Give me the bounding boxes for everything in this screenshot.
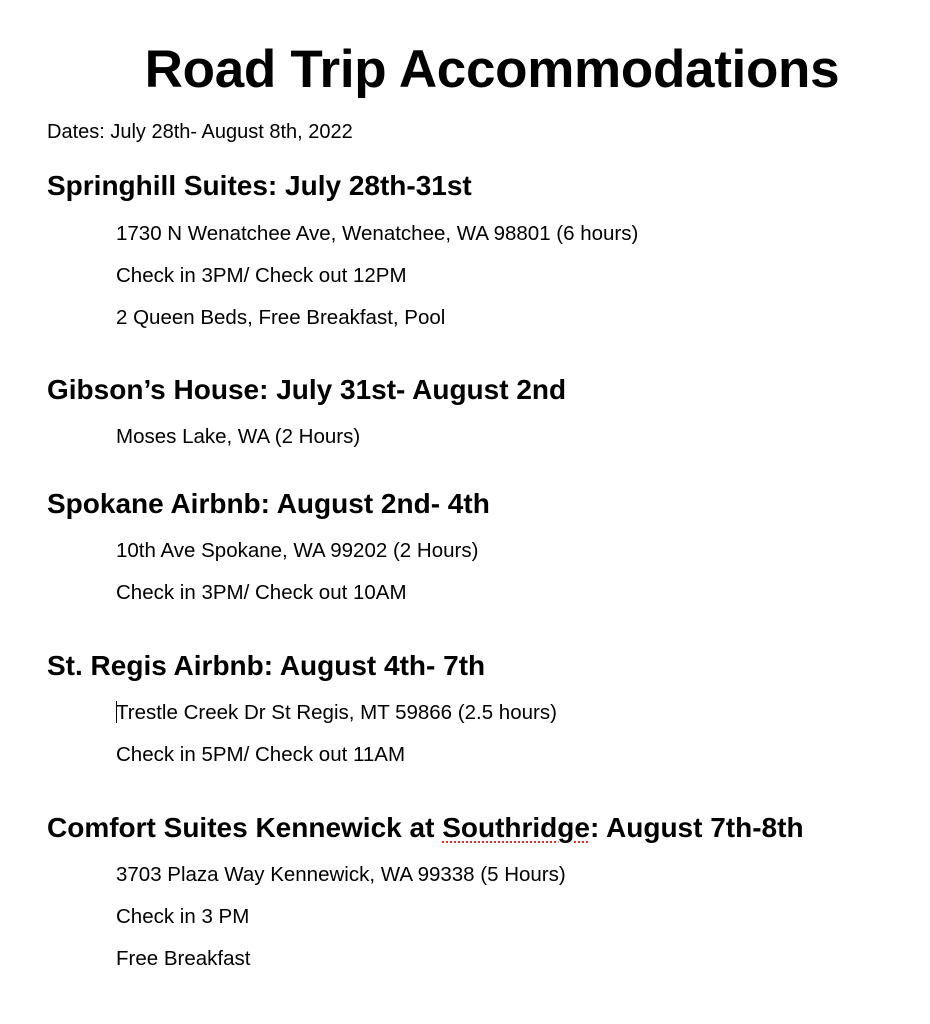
- trip-dates: Dates: July 28th- August 8th, 2022: [47, 121, 353, 143]
- stay-address: Moses Lake, WA (2 Hours): [116, 425, 361, 448]
- document-title: Road Trip Accommodations: [144, 40, 840, 99]
- heading-text: Comfort Suites Kennewick at: [47, 812, 443, 843]
- stay-heading-gibsons-house: Gibson’s House: July 31st- August 2nd: [47, 374, 567, 405]
- stay-checkin: Check in 5PM/ Check out 11AM: [116, 743, 406, 766]
- stay-checkin: Check in 3 PM: [116, 905, 250, 928]
- stay-checkin: Check in 3PM/ Check out 10AM: [116, 581, 407, 604]
- stay-heading-st-regis-airbnb: St. Regis Airbnb: August 4th- 7th: [47, 650, 486, 681]
- stay-address-with-cursor[interactable]: [116, 701, 557, 725]
- stay-heading-comfort-suites: [47, 811, 804, 845]
- stay-address: 3703 Plaza Way Kennewick, WA 99338 (5 Hours): [116, 863, 566, 886]
- spellcheck-flagged-word[interactable]: Southridge: [442, 812, 590, 843]
- stay-address: 1730 N Wenatchee Ave, Wenatchee, WA 98801 (6 hours): [116, 222, 639, 245]
- stay-address: 10th Ave Spokane, WA 99202 (2 Hours): [116, 539, 479, 562]
- stay-address: Trestle Creek Dr St Regis, MT 59866 (2.5 hours): [116, 701, 557, 724]
- stay-amenities: Free Breakfast: [116, 947, 251, 970]
- stay-heading-springhill: Springhill Suites: July 28th-31st: [47, 170, 472, 201]
- stay-amenities: 2 Queen Beds, Free Breakfast, Pool: [116, 306, 446, 329]
- stay-checkin: Check in 3PM/ Check out 12PM: [116, 264, 407, 287]
- stay-heading-spokane-airbnb: Spokane Airbnb: August 2nd- 4th: [47, 488, 490, 519]
- heading-text: : August 7th-8th: [589, 812, 804, 843]
